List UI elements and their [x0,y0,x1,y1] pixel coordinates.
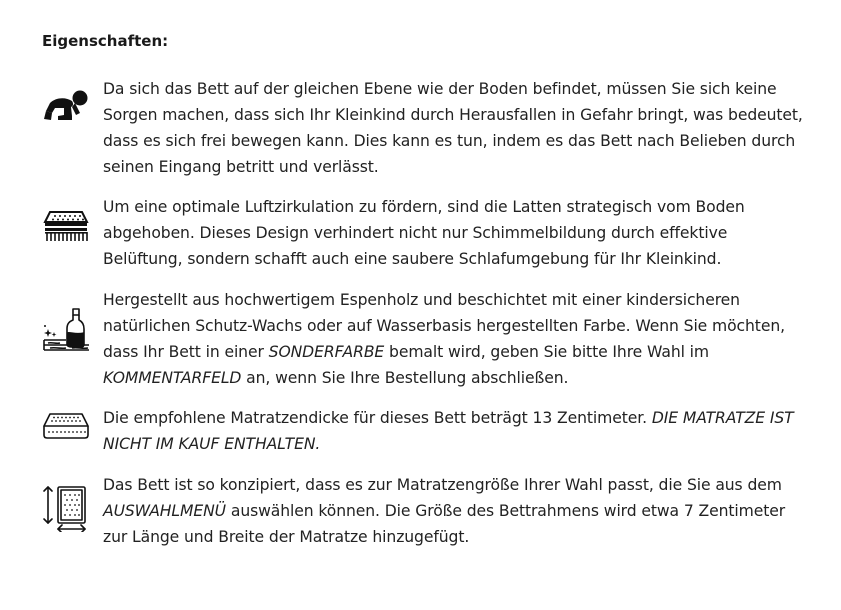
feature-text [103,287,811,391]
feature-item-mattress-thickness [42,405,811,457]
text-run-emphasis: DIE MATRATZE IST NICHT IM KAUF ENTHALTEN. [103,409,794,453]
crawling-baby-icon [42,76,103,123]
feature-text [103,76,811,180]
text-run-emphasis: SONDERFARBE [268,343,385,361]
text-run: Hergestellt aus hochwertigem Espenholz und beschichtet mit einer kindersicheren natürlichen Schutz-Wachs oder auf Wasserbasis hergestellten Farbe. Wenn Sie möchten, dass Ihr Bett in einer [103,291,785,361]
text-run: bemalt wird, geben Sie bitte Ihre Wahl im [384,343,710,361]
text-run: Die empfohlene Matratzendicke für dieses Bett beträgt 13 Zentimeter. [103,409,652,427]
text-run: Da sich das Bett auf der gleichen Ebene wie der Boden befindet, müssen Sie sich keine Sorgen machen, dass sich Ihr Kleinkind durch Herausfallen in Gefahr bringt, was bedeutet, dass es sich frei bewegen kann. Dies kann es tun, indem es das Bett nach Belieben durch seinen Eingang betritt und verlässt. [103,80,803,176]
feature-item-floor-level [42,76,811,180]
slatted-base-icon [42,194,103,242]
text-run: Um eine optimale Luftzirkulation zu fördern, sind die Latten strategisch vom Boden abgehoben. Dieses Design verhindert nicht nur Schimmelbildung durch effektive Belüftung, sondern schafft auch eine saubere Schlafumgebung für Ihr Kleinkind. [103,198,745,268]
feature-item-ventilation [42,194,811,272]
feature-text [103,405,811,457]
section-heading: Eigenschaften: [42,32,169,50]
feature-item-mattress-size [42,472,811,550]
feature-item-material [42,287,811,391]
mattress-icon [42,405,103,441]
text-run: auswählen können. Die Größe des Bettrahmens wird etwa 7 Zentimeter zur Länge und Breite der Matratze hinzugefügt. [103,502,786,546]
text-run: an, wenn Sie Ihre Bestellung abschließen. [241,369,569,387]
feature-text [103,194,811,272]
mattress-dimensions-icon [42,472,103,532]
paint-bottle-wood-icon [42,287,103,355]
feature-text [103,472,811,550]
text-run: Das Bett ist so konzipiert, dass es zur Matratzengröße Ihrer Wahl passt, die Sie aus dem [103,476,782,494]
text-run-emphasis: KOMMENTARFELD [103,369,242,387]
text-run-emphasis: AUSWAHLMENÜ [103,502,226,520]
